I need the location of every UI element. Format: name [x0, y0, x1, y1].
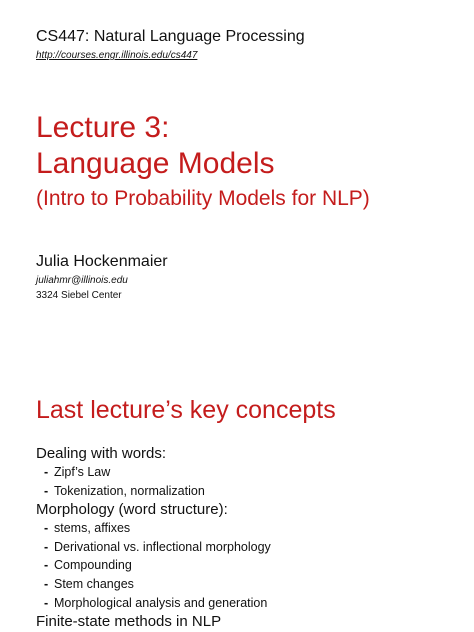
- bullet-text: Morphological analysis and generation: [54, 595, 268, 610]
- bullet-text: Tokenization, normalization: [54, 483, 205, 498]
- bullet-item: [36, 519, 456, 538]
- course-title: CS447: Natural Language Processing: [36, 28, 305, 45]
- section-heading: Last lecture’s key concepts: [36, 396, 336, 424]
- bullet-item: [36, 594, 456, 613]
- concept-group: [36, 444, 456, 500]
- lecture-title: Language Models: [36, 147, 275, 180]
- bullet-text: Stem changes: [54, 576, 134, 591]
- dash-bullet-icon: -: [44, 558, 49, 573]
- dash-bullet-icon: -: [44, 539, 49, 554]
- dash-bullet-icon: -: [44, 521, 49, 536]
- concept-group: [36, 500, 456, 612]
- lecture-subtitle: (Intro to Probability Models for NLP): [36, 187, 370, 210]
- bullet-item: [36, 482, 456, 501]
- dash-bullet-icon: -: [44, 595, 49, 610]
- author-name: Julia Hockenmaier: [36, 253, 168, 270]
- concepts-list: [36, 444, 456, 631]
- bullet-text: Zipf’s Law: [54, 465, 111, 479]
- course-url-link[interactable]: http://courses.engr.illinois.edu/cs447: [36, 50, 198, 61]
- dash-bullet-icon: -: [44, 465, 49, 479]
- bullet-item: [36, 575, 456, 594]
- author-email: juliahmr@illinois.edu: [36, 275, 128, 286]
- lecture-number: Lecture 3:: [36, 111, 170, 144]
- group-heading: Dealing with words:: [36, 445, 167, 462]
- group-heading: Finite-state methods in NLP: [36, 613, 222, 631]
- concept-group: [36, 612, 456, 631]
- bullet-text: stems, affixes: [54, 521, 131, 536]
- bullet-item: [36, 556, 456, 575]
- bullet-text: Derivational vs. inflectional morphology: [54, 539, 271, 554]
- dash-bullet-icon: -: [44, 483, 49, 498]
- bullet-text: Compounding: [54, 558, 132, 573]
- group-heading: Morphology (word structure):: [36, 501, 228, 519]
- dash-bullet-icon: -: [44, 576, 49, 591]
- bullet-item: [36, 463, 456, 482]
- bullet-item: [36, 538, 456, 557]
- author-office: 3324 Siebel Center: [36, 290, 122, 301]
